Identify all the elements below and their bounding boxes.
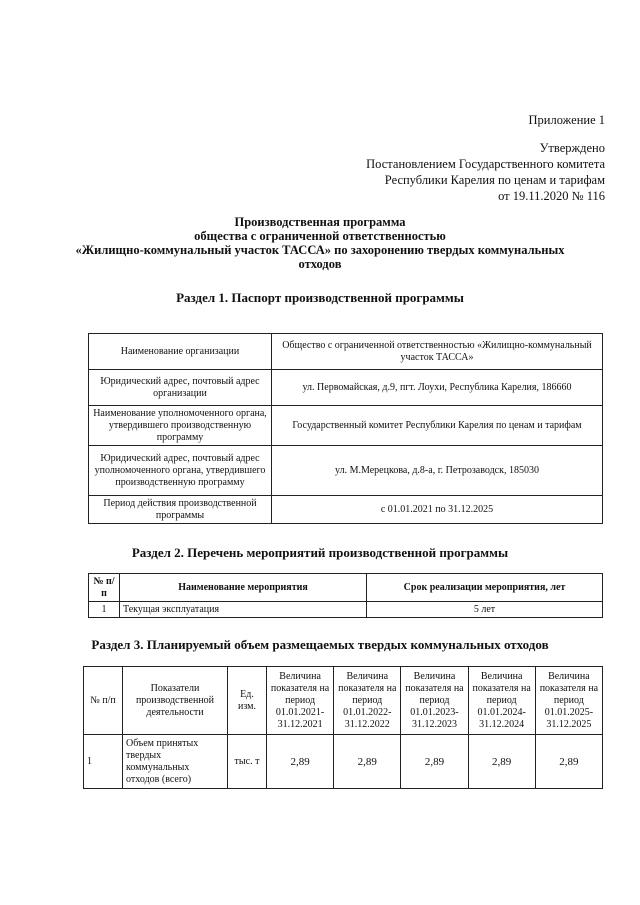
passport-value: Государственный комитет Республики Карелия по ценам и тарифам [272,406,603,446]
measures-table [88,573,603,618]
row-unit: тыс. т [228,735,267,789]
passport-label: Наименование уполномоченного органа, утвердившего производственную программу [89,406,272,446]
col-period-header: Величина показателя на период 01.01.2023-31.12.2023 [401,667,468,735]
approved-by-line2: Республики Карелия по ценам и тарифам [384,173,605,187]
col-num-header: № п/п [84,667,123,735]
title-line2: общества с ограниченной ответственностью [194,229,446,243]
col-term-header: Срок реализации мероприятия, лет [367,574,603,602]
passport-label: Юридический адрес, почтовый адрес организации [89,370,272,406]
row-name: Текущая эксплуатация [120,602,367,618]
col-period-header: Величина показателя на период 01.01.2024-31.12.2024 [468,667,535,735]
col-period-header: Величина показателя на период 01.01.2021-31.12.2021 [267,667,334,735]
row-value: 2,89 [468,735,535,789]
section1-heading: Раздел 1. Паспорт производственной программы [176,290,464,305]
col-name-header: Наименование мероприятия [120,574,367,602]
approved-date: от 19.11.2020 № 116 [498,189,605,203]
row-term: 5 лет [367,602,603,618]
passport-label: Период действия производственной программы [89,496,272,524]
passport-table [88,333,603,524]
table-row [84,735,603,789]
passport-label: Наименование организации [89,334,272,370]
passport-value: с 01.01.2021 по 31.12.2025 [272,496,603,524]
approval-block [366,140,605,204]
row-value: 2,89 [401,735,468,789]
col-period-header: Величина показателя на период 01.01.2022-31.12.2022 [334,667,401,735]
approved-by-line1: Постановлением Государственного комитета [366,157,605,171]
row-value: 2,89 [334,735,401,789]
table-row [89,370,603,406]
table-row [89,334,603,370]
table-row [89,406,603,446]
col-num-header: № п/п [89,574,120,602]
row-num: 1 [84,735,123,789]
title-line3: «Жилищно-коммунальный участок ТАССА» по захоронению твердых коммунальных [75,243,565,257]
col-period-header: Величина показателя на период 01.01.2025-31.12.2025 [535,667,602,735]
passport-label: Юридический адрес, почтовый адрес уполномоченного органа, утвердившего производственную программу [89,446,272,496]
passport-value: ул. М.Мерецкова, д.8-а, г. Петрозаводск, 185030 [272,446,603,496]
passport-value: ул. Первомайская, д.9, пгт. Лоухи, Республика Карелия, 186660 [272,370,603,406]
volume-table [83,666,603,789]
row-value: 2,89 [267,735,334,789]
col-unit-header: Ед. изм. [228,667,267,735]
appendix-label: Приложение 1 [528,113,605,127]
table-header-row [84,667,603,735]
table-row [89,602,603,618]
section2-heading: Раздел 2. Перечень мероприятий производственной программы [131,545,509,560]
approved-label: Утверждено [539,141,605,155]
row-indicator: Объем принятых твердых коммунальных отходов (всего) [123,735,228,789]
table-row [89,446,603,496]
table-header-row [89,574,603,602]
col-indicator-header: Показатели производственной деятельности [123,667,228,735]
title-line4: отходов [298,257,342,271]
table-row [89,496,603,524]
section3-heading: Раздел 3. Планируемый объем размещаемых твердых коммунальных отходов [91,637,549,652]
passport-value: Общество с ограниченной ответственностью «Жилищно-коммунальный участок ТАССА» [272,334,603,370]
row-value: 2,89 [535,735,602,789]
row-num: 1 [89,602,120,618]
program-title [0,215,640,271]
title-line1: Производственная программа [234,215,406,229]
